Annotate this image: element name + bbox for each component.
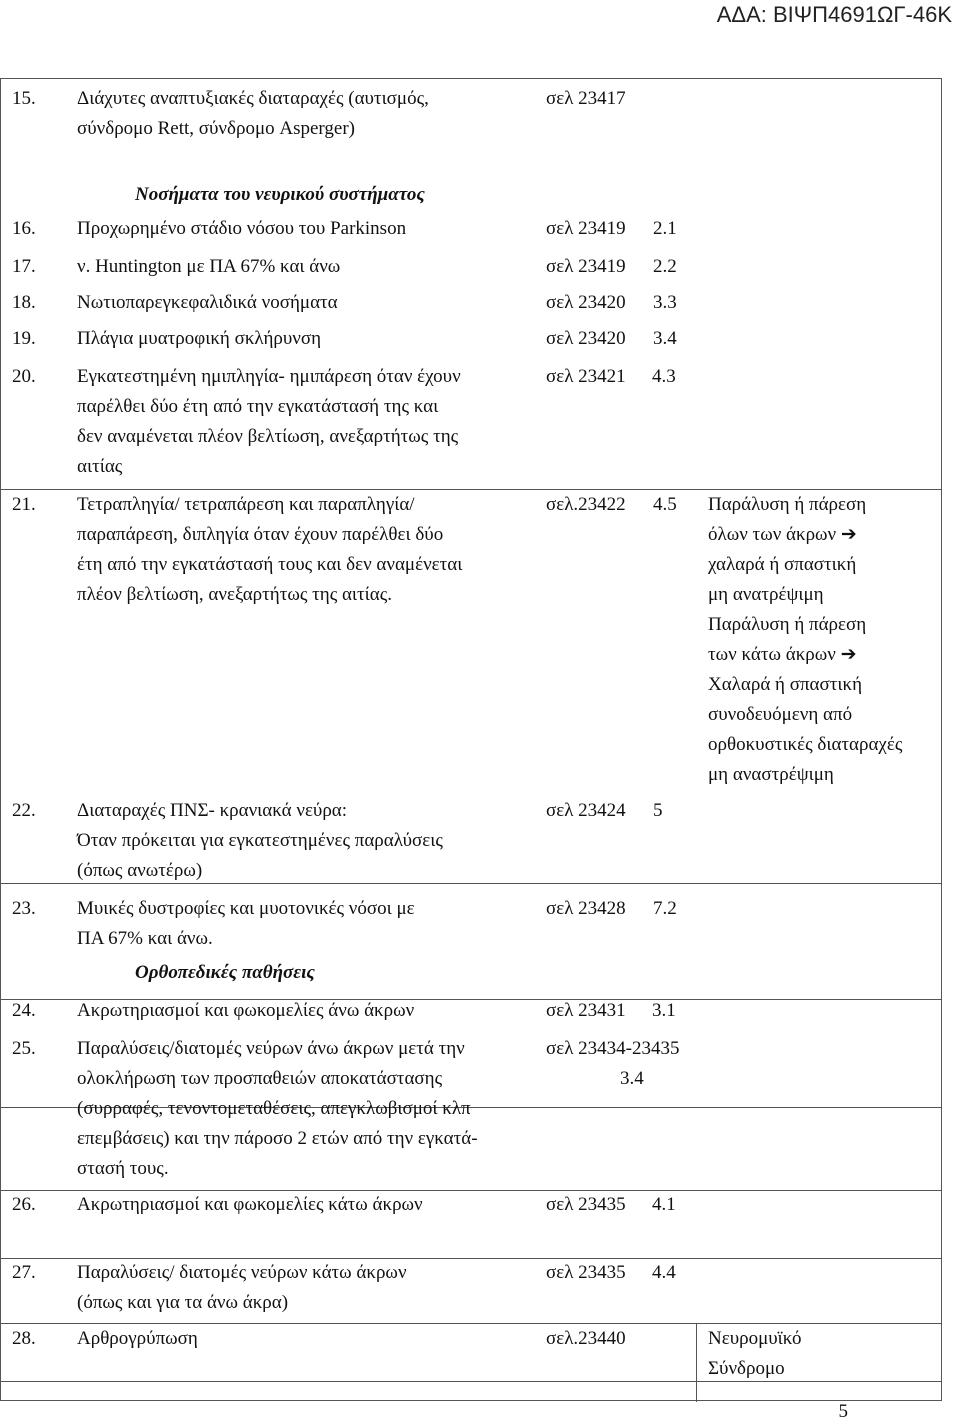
- row-17-number: 17.: [12, 256, 36, 277]
- row-28-number: 28.: [12, 1328, 36, 1349]
- row-16-page: σελ 23419: [546, 218, 626, 239]
- row-21-number: 21.: [12, 494, 36, 515]
- row-23-section: 7.2: [653, 898, 677, 919]
- row-19-desc: Πλάγια μυατροφική σκλήρυνση: [77, 328, 322, 349]
- row-18-section: 3.3: [653, 292, 677, 313]
- row-18-number: 18.: [12, 292, 36, 313]
- row-19-section: 3.4: [653, 328, 677, 349]
- section-heading-neuro: Νοσήματα του νευρικού συστήματος: [135, 184, 425, 205]
- row-26-section: 4.1: [652, 1194, 676, 1215]
- row-22-number: 22.: [12, 800, 36, 821]
- row-27-desc: (όπως και για τα άνω άκρα): [77, 1292, 289, 1313]
- row-27-desc: Παραλύσεις/ διατομές νεύρων κάτω άκρων: [77, 1262, 407, 1283]
- column-divider: [696, 1323, 697, 1402]
- row-26-number: 26.: [12, 1194, 36, 1215]
- row-21-section: 4.5: [653, 494, 677, 515]
- row-25-desc: ολοκλήρωση των προσπαθειών αποκατάστασης: [77, 1068, 443, 1089]
- row-20-desc: Εγκατεστημένη ημιπληγία- ημιπάρεση όταν έχουν: [77, 366, 461, 387]
- row-22-desc: (όπως ανωτέρω): [77, 860, 203, 881]
- row-22-section: 5: [653, 800, 663, 821]
- row-15-number: 15.: [12, 88, 36, 109]
- row-21-note: ορθοκυστικές διαταραχές: [708, 734, 903, 755]
- row-15-desc: σύνδρομο Rett, σύνδρομο Asperger): [77, 118, 356, 139]
- row-19-page: σελ 23420: [546, 328, 626, 349]
- row-27-number: 27.: [12, 1262, 36, 1283]
- row-22-desc: Διαταραχές ΠΝΣ- κρανιακά νεύρα:: [77, 800, 348, 821]
- row-16-desc: Προχωρημένο στάδιο νόσου του Parkinson: [77, 218, 407, 239]
- row-18-page: σελ 23420: [546, 292, 626, 313]
- row-17-desc: ν. Huntington με ΠΑ 67% και άνω: [77, 256, 341, 277]
- row-25-desc: επεμβάσεις) και την πάροσο 2 ετών από την εγκατά-: [77, 1128, 478, 1149]
- row-22-desc: Όταν πρόκειται για εγκατεστημένες παραλύσεις: [77, 830, 443, 851]
- row-21-note: μη ανατρέψιμη: [708, 584, 824, 605]
- row-22-page: σελ 23424: [546, 800, 626, 821]
- ada-code: ΑΔΑ: ΒΙΨΠ4691ΩΓ-46Κ: [716, 2, 952, 27]
- row-20-desc: δεν αναμένεται πλέον βελτίωση, ανεξαρτήτως της: [77, 426, 459, 447]
- row-21-note: Παράλυση ή πάρεση: [708, 614, 867, 635]
- row-15-page: σελ 23417: [546, 88, 626, 109]
- row-18-desc: Νωτιοπαρεγκεφαλιδικά νοσήματα: [77, 292, 338, 313]
- row-20-desc: αιτίας: [77, 456, 123, 477]
- row-23-number: 23.: [12, 898, 36, 919]
- row-24-section: 3.1: [652, 1000, 676, 1021]
- row-19-number: 19.: [12, 328, 36, 349]
- row-25-number: 25.: [12, 1038, 36, 1059]
- row-20-page: σελ 23421: [546, 366, 626, 387]
- row-26-page: σελ 23435: [546, 1194, 626, 1215]
- row-27-page: σελ 23435: [546, 1262, 626, 1283]
- row-28-note: Σύνδρομο: [708, 1358, 785, 1379]
- row-24-page: σελ 23431: [546, 1000, 626, 1021]
- section-heading-ortho: Ορθοπεδικές παθήσεις: [135, 962, 315, 983]
- page-number: 5: [838, 1401, 848, 1422]
- row-25-desc: στασή τους.: [77, 1158, 169, 1179]
- row-24-number: 24.: [12, 1000, 36, 1021]
- row-16-section: 2.1: [653, 218, 677, 239]
- row-28-desc: Αρθρογρύπωση: [77, 1328, 198, 1349]
- row-23-page: σελ 23428: [546, 898, 626, 919]
- row-20-desc: παρέλθει δύο έτη από την εγκατάστασή της και: [77, 396, 439, 417]
- row-25-desc: (συρραφές, τενοντομεταθέσεις, απεγκλωβισμοί κλπ: [77, 1098, 471, 1119]
- row-16-number: 16.: [12, 218, 36, 239]
- row-20-number: 20.: [12, 366, 36, 387]
- row-21-note: Χαλαρά ή σπαστική: [708, 674, 863, 695]
- row-15-desc: Διάχυτες αναπτυξιακές διαταραχές (αυτισμός,: [77, 88, 429, 109]
- row-28-page: σελ.23440: [546, 1328, 626, 1349]
- row-21-desc: παραπάρεση, διπληγία όταν έχουν παρέλθει δύο: [77, 524, 444, 545]
- row-17-section: 2.2: [653, 256, 677, 277]
- row-24-desc: Ακρωτηριασμοί και φωκομελίες άνω άκρων: [77, 1000, 415, 1021]
- row-21-page: σελ.23422: [546, 494, 626, 515]
- row-20-section: 4.3: [652, 366, 676, 387]
- row-27-section: 4.4: [652, 1262, 676, 1283]
- row-divider: [1, 1381, 941, 1382]
- row-21-desc: πλέον βελτίωση, ανεξαρτήτως της αιτίας.: [77, 584, 393, 605]
- row-25-page: σελ 23434-23435: [546, 1038, 680, 1059]
- row-28-note: Νευρομυϊκό: [708, 1328, 802, 1349]
- row-25-desc: Παραλύσεις/διατομές νεύρων άνω άκρων μετά την: [77, 1038, 465, 1059]
- row-21-note: μη αναστρέψιμη: [708, 764, 834, 785]
- row-17-page: σελ 23419: [546, 256, 626, 277]
- row-21-desc: έτη από την εγκατάστασή τους και δεν αναμένεται: [77, 554, 463, 575]
- row-21-note: Παράλυση ή πάρεση: [708, 494, 867, 515]
- row-21-note: χαλαρά ή σπαστική: [708, 554, 857, 575]
- row-23-desc: ΠΑ 67% και άνω.: [77, 928, 213, 949]
- row-21-note: των κάτω άκρων ➔: [708, 644, 857, 665]
- row-21-note: συνοδευόμενη από: [708, 704, 853, 725]
- row-26-desc: Ακρωτηριασμοί και φωκομελίες κάτω άκρων: [77, 1194, 423, 1215]
- row-21-desc: Τετραπληγία/ τετραπάρεση και παραπληγία/: [77, 494, 415, 515]
- row-23-desc: Μυικές δυστροφίες και μυοτονικές νόσοι με: [77, 898, 415, 919]
- row-25-section: 3.4: [620, 1068, 644, 1089]
- row-21-note: όλων των άκρων ➔: [708, 524, 857, 545]
